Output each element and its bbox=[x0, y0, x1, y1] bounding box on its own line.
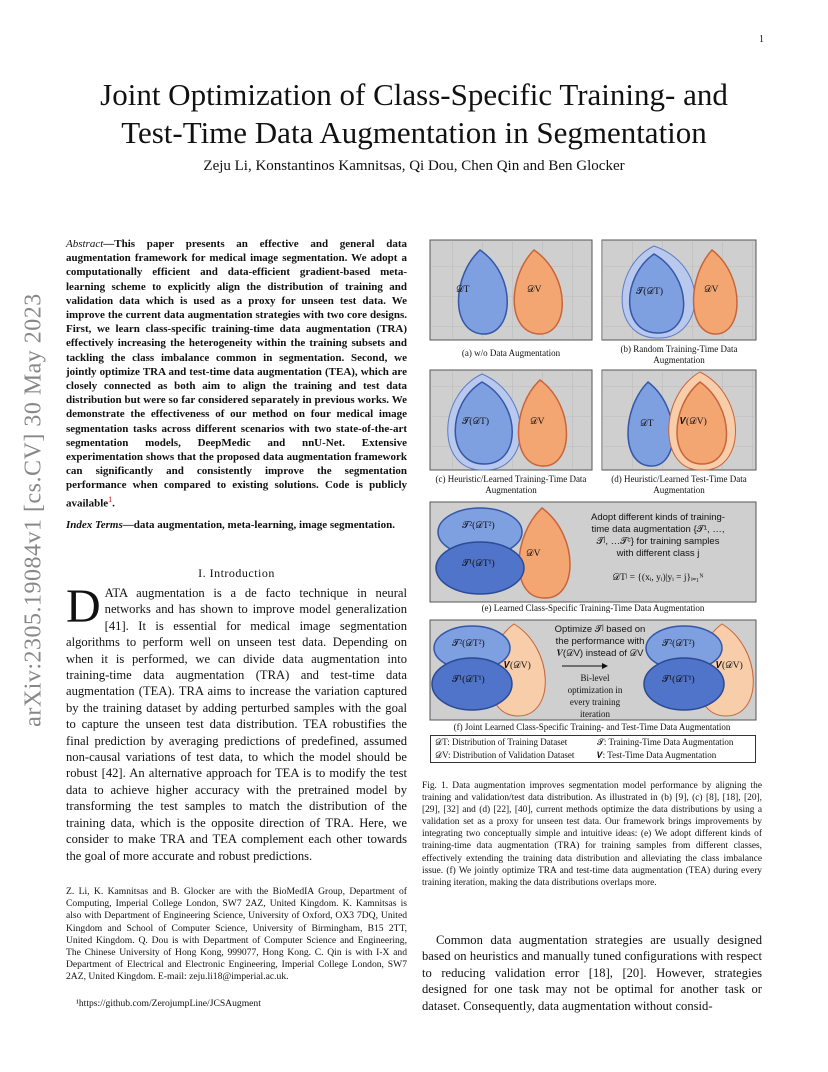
panel-b bbox=[602, 240, 756, 340]
label-dv-e: 𝒟V bbox=[526, 549, 541, 559]
subcaption-b: (b) Random Training-Time Data Augmentation bbox=[620, 344, 738, 365]
label-t2-f-left: 𝓣²(𝒟T²) bbox=[452, 639, 485, 649]
subcaption-e: (e) Learned Class-Specific Training-Time Data Augmentation bbox=[481, 603, 705, 613]
label-vdv-f-right: 𝑽(𝒟V) bbox=[716, 661, 743, 671]
figure-1 bbox=[422, 236, 762, 766]
panel-e-formula: 𝒟Tʲ = {(xᵢ, yᵢ)|yᵢ = j}ᵢ₌₁ᴺ bbox=[612, 573, 704, 583]
code-url-footnote[interactable]: ¹https://github.com/ZerojumpLine/JCSAugment bbox=[76, 998, 261, 1009]
panel-f-description: Optimize 𝓣ʲ based on the performance with 𝑽(𝒟V) instead of 𝒟V bbox=[554, 624, 646, 659]
label-vdv-f-left: 𝑽(𝒟V) bbox=[504, 661, 531, 671]
panel-c bbox=[430, 370, 592, 470]
intro-text: ATA augmentation is a de facto technique in neural networks and has shown to improve model generalization [41]. It is essential for medical image segmentation algorithms to perform well on unseen test data. Depending on when it is performed, we can divide data augmentation into training-time data augmentation (TRA) and test-time data augmentation (TEA). TRA aims to increase the variation captured by the training dataset by adding perturbed samples with the goal to capture the unseen test data distribution. TEA robustifies the final prediction by averaging predictions of predefined, assumed non-causal variations of test data, to which the model should be robust [42]. An alternative approach for TEA is to modify the test data to achieve higher accuracy with the pretrained model by transforming the test samples to match the distribution of the training data, which is the opposite direction of TRA. Here, we consider to make TRA and TEA complement each other towards the goal of more accurate and robust predictions. bbox=[66, 586, 407, 863]
subcaption-c: (c) Heuristic/Learned Training-Time Data Augmentation bbox=[435, 474, 587, 495]
arxiv-stamp-text: arXiv:2305.19084v1 [cs.CV] 30 May 2023 bbox=[20, 293, 47, 727]
label-tdt-b: 𝓣(𝒟T) bbox=[636, 287, 663, 297]
label-dv-c: 𝒟V bbox=[530, 417, 545, 427]
label-t1-f-right: 𝓣¹(𝒟T¹) bbox=[662, 675, 695, 685]
label-t2-f-right: 𝓣²(𝒟T²) bbox=[662, 639, 695, 649]
panel-a bbox=[430, 240, 592, 340]
legend-dt: 𝒟T: Distribution of Training Dataset bbox=[435, 737, 568, 747]
index-terms bbox=[66, 518, 407, 532]
intro-paragraph bbox=[66, 580, 407, 864]
label-dv-b: 𝒟V bbox=[704, 285, 719, 295]
panel-e-description: Adopt different kinds of training-time data augmentation {𝓣¹, …, 𝓣ʲ, …𝓣ᶜ} for training samples with different class j bbox=[591, 512, 725, 559]
title-line-1: Joint Optimization of Class-Specific Training- and bbox=[100, 77, 728, 112]
label-dv-a: 𝒟V bbox=[527, 285, 542, 295]
abstract: Abstract—This paper presents an effective and general data augmentation framework for medical image segmentation. We adopt a computationally efficient and data-efficient gradient-based meta-learning scheme to explicitly align the distribution of training and validation data which is used as a proxy for unseen test data. We improve the current data augmentation strategies with two core designs. First, we learn class-specific training-time data augmentation (TRA) effectively increasing the heterogeneity within the training subsets and tackling the class imbalance common in segmentation. Second, we jointly optimize TRA and test-time data augmentation (TEA), which are closely connected as both aim to align the training and test data distribution but were so far considered separately in previous works. We demonstrate the effectiveness of our method on four medical image segmentation tasks across different scenarios with two state-of-the-art segmentation models, DeepMedic and nnU-Net. Extensive experimentation shows that the proposed data augmentation framework can significantly and consistently improve the segmentation performance when compared to existing solutions. Code is publicly available$^1$. bbox=[66, 238, 407, 510]
abstract-label: Abstract bbox=[66, 238, 104, 250]
subcaption-a: (a) w/o Data Augmentation bbox=[461, 348, 561, 358]
index-terms-label: Index Terms bbox=[66, 519, 123, 531]
index-terms-text: —data augmentation, meta-learning, image segmentation. bbox=[122, 519, 395, 531]
label-dt-d: 𝒟T bbox=[640, 419, 654, 429]
authors: Zeju Li, Konstantinos Kamnitsas, Qi Dou, Chen Qin and Ben Glocker bbox=[203, 158, 625, 174]
legend-dv: 𝒟V: Distribution of Validation Dataset bbox=[435, 750, 575, 760]
label-t1-e: 𝓣¹(𝒟T¹) bbox=[462, 559, 495, 569]
label-tdt-c: 𝓣(𝒟T) bbox=[462, 417, 489, 427]
figure-caption: Fig. 1. Data augmentation improves segmentation model performance by aligning the training and validation/test data distribution. As illustrated in (b) [9], (c) [8], [18], [20], [29], [32] and (d) [22], [40], current methods optimize the data distributions by using a validation set as a proxy for unseen test data. Our framework brings improvements by integrating two conceptually simple and intuitive ideas: (e) We adopt different kinds of training-time data augmentation (TRA) for training samples from different classes, effectively extending the training data distribution and alleviating the class imbalance issue. (f) We jointly optimize TRA and test-time data augmentation (TEA) during every training iteration, making the data distributions overlaps more. bbox=[422, 781, 762, 888]
right-column-paragraph: Common data augmentation strategies are usually designed based on heuristics and manually tuned configurations with respect to reducing validation error [18], [20]. However, strategies designed for one task may not be optimal for another task or dataset. Consequently, data augmentation without consid- bbox=[422, 933, 762, 1013]
page-number: 1 bbox=[759, 34, 764, 45]
label-t2-e: 𝓣²(𝒟T²) bbox=[462, 521, 495, 531]
arxiv-stamp bbox=[10, 255, 58, 765]
dropcap: D bbox=[66, 580, 101, 633]
legend-t: 𝓣: Training-Time Data Augmentation bbox=[597, 737, 734, 747]
figure-legend bbox=[430, 735, 756, 763]
title-line-2: Test-Time Data Augmentation in Segmentation bbox=[121, 115, 707, 150]
panel-d bbox=[602, 370, 756, 470]
panel-f-bilevel: Bi-level optimization in every training iteration bbox=[567, 673, 623, 719]
section-heading: I. Introduction bbox=[198, 566, 275, 580]
label-dt-a: 𝒟T bbox=[456, 285, 470, 295]
legend-v: 𝑽: Test-Time Data Augmentation bbox=[597, 750, 717, 760]
footnote-marker[interactable]: 1 bbox=[108, 494, 113, 504]
label-vdv-d: 𝑽(𝒟V) bbox=[680, 417, 707, 427]
subcaption-f: (f) Joint Learned Class-Specific Training- and Test-Time Data Augmentation bbox=[453, 722, 731, 732]
subcaption-d: (d) Heuristic/Learned Test-Time Data Augmentation bbox=[611, 474, 747, 495]
label-t1-f-left: 𝓣¹(𝒟T¹) bbox=[452, 675, 485, 685]
paper-title bbox=[60, 76, 768, 152]
affiliation-footnote: Z. Li, K. Kamnitsas and B. Glocker are with the BioMedIA Group, Department of Computing, Imperial College London, SW7 2AZ, United Kingdom. K. Kamnitsas is also with Department of Engineering Science, University of Oxford, OX3 7DQ, United Kingdom and School of Computer Science, University of Birmingham, B15 2TT, United Kingdom. Q. Dou is with Department of Computer Science and Engineering, The Chinese University of Hong Kong, 999077, Hong Kong. C. Qin is with I-X and Department of Electrical and Electronic Engineering, Imperial College London, SW7 2AZ, United Kingdom. E-mail: zeju.li18@imperial.ac.uk. bbox=[66, 886, 407, 983]
abstract-text: —This paper presents an effective and general data augmentation framework for medical image segmentation. We adopt a computationally efficient and data-efficient gradient-based meta-learning scheme to explicitly align the distribution of training and validation data which is used as a proxy for unseen test data. We improve the current data augmentation strategies with two core designs. First, we learn class-specific training-time data augmentation (TRA) effectively increasing the heterogeneity within the training subsets and tackling the class imbalance common in segmentation. Second, we jointly optimize TRA and test-time data augmentation (TEA), which are closely connected as both aim to align the training and test data distribution but were so far considered separately in previous works. We demonstrate the effectiveness of our method on four medical image segmentation tasks across different scenarios with two state-of-the-art segmentation models, DeepMedic and nnU-Net. Extensive experimentation shows that the proposed data augmentation framework can significantly and consistently improve the segmentation performance when compared to existing solutions. Code is publicly available bbox=[66, 238, 407, 510]
